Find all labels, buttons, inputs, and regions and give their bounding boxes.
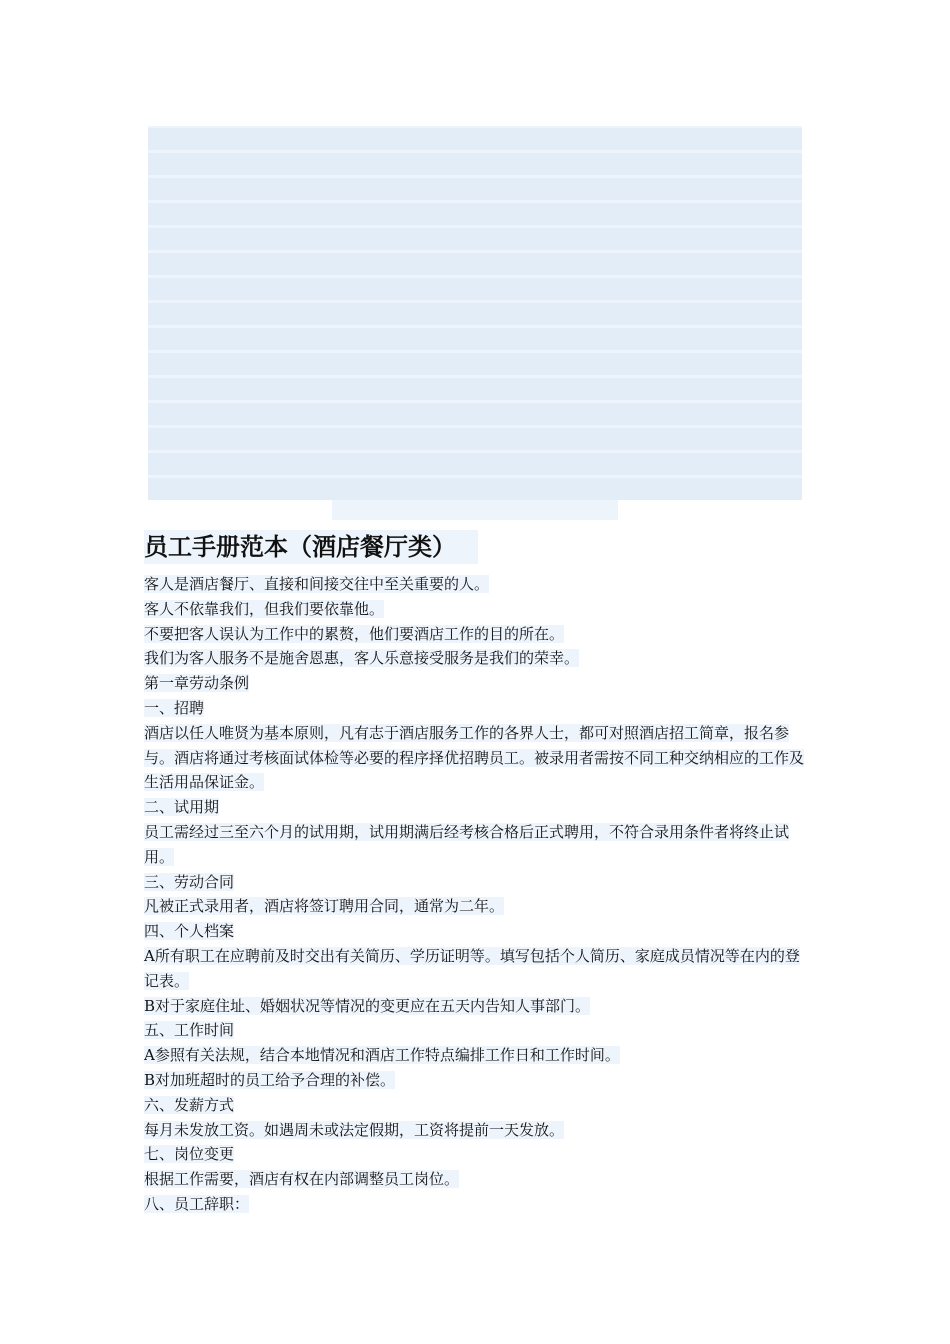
section-heading: 四、个人档案 (144, 922, 235, 941)
section-heading: 六、发薪方式 (144, 1095, 235, 1114)
paragraph: 凡被正式录用者，酒店将签订聘用合同，通常为二年。 (144, 897, 505, 916)
paragraph: 不要把客人误认为工作中的累赘，他们要酒店工作的目的所在。 (144, 624, 565, 643)
paragraph: 酒店以任人唯贤为基本原则，凡有志于酒店服务工作的各界人士，都可对照酒店招工简章，报名参与。酒店将通过考核面试体检等必要的程序择优招聘员工。被录用者需按不同工种交纳相应的工作及生活用品保证金。 (144, 723, 805, 792)
section-heading: 二、试用期 (144, 798, 220, 817)
faded-line (148, 303, 802, 325)
faded-line (148, 353, 802, 375)
paragraph: B对于家庭住址、婚姻状况等情况的变更应在五天内告知人事部门。 (144, 996, 591, 1015)
paragraph: 根据工作需要，酒店有权在内部调整员工岗位。 (144, 1170, 460, 1189)
paragraph: B对加班超时的员工给予合理的补偿。 (144, 1070, 396, 1089)
paragraph: 每月未发放工资。如遇周未或法定假期，工资将提前一天发放。 (144, 1120, 565, 1139)
faded-line (148, 203, 802, 225)
paragraph: 客人不依靠我们，但我们要依靠他。 (144, 599, 385, 618)
paragraph: A所有职工在应聘前及时交出有关简历、学历证明等。填写包括个人简历、家庭成员情况等在内的登记表。 (144, 946, 800, 990)
chapter-heading: 第一章劳动条例 (144, 674, 250, 693)
section-heading: 一、招聘 (144, 698, 205, 717)
faded-line (148, 478, 802, 500)
section-heading: 五、工作时间 (144, 1021, 235, 1040)
faded-line (148, 328, 802, 350)
section-heading: 八、员工辞职： (144, 1194, 250, 1213)
faded-line (148, 228, 802, 250)
section-heading: 七、岗位变更 (144, 1145, 235, 1164)
faded-line (148, 403, 802, 425)
paragraph: A参照有关法规，结合本地情况和酒店工作特点编排工作日和工作时间。 (144, 1046, 620, 1065)
page-title: 员工手册范本（酒店餐厅类） (144, 530, 478, 564)
paragraph: 我们为客人服务不是施舍恩惠，客人乐意接受服务是我们的荣幸。 (144, 649, 580, 668)
faded-line (148, 153, 802, 175)
faded-line (148, 178, 802, 200)
faded-line (148, 453, 802, 475)
faded-text-block (148, 126, 802, 496)
section-heading: 三、劳动合同 (144, 872, 235, 891)
faded-line (148, 253, 802, 275)
paragraph: 员工需经过三至六个月的试用期，试用期满后经考核合格后正式聘用，不符合录用条件者将终止试用。 (144, 822, 790, 866)
faded-line-last (332, 500, 618, 520)
faded-line (148, 378, 802, 400)
paragraph: 客人是酒店餐厅、直接和间接交往中至关重要的人。 (144, 575, 490, 593)
faded-line (148, 278, 802, 300)
faded-line (148, 128, 802, 150)
document-body (144, 572, 812, 1217)
faded-line (148, 428, 802, 450)
